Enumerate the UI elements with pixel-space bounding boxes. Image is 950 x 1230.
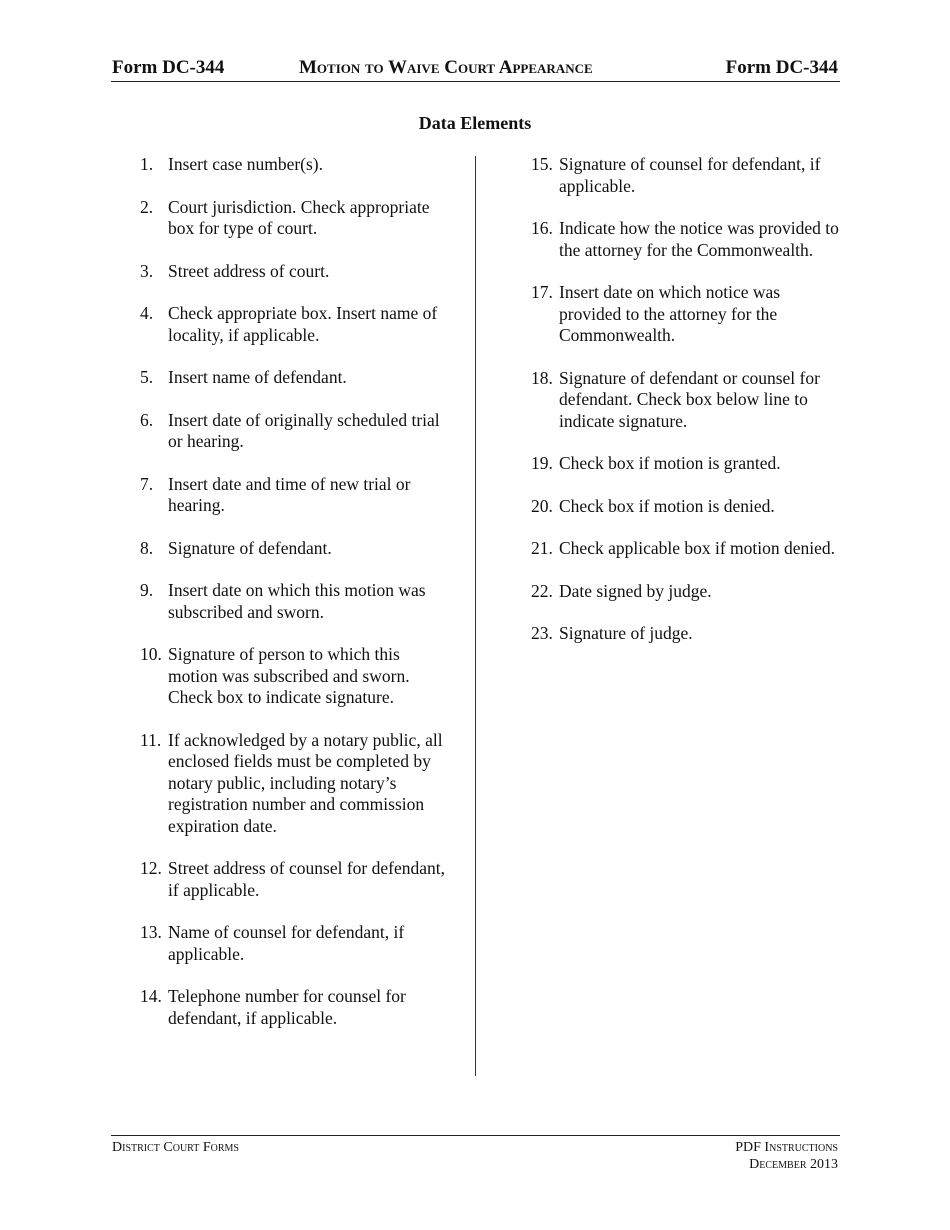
section-heading: Data Elements [418, 113, 532, 133]
item-number: 3. [140, 260, 154, 281]
item-text: Signature of defendant or counsel for defendant. Check box below line to indicate signature. [559, 367, 820, 431]
item-text: Check box if motion is denied. [559, 495, 775, 516]
item-number: 20. [531, 495, 553, 516]
item-text: Check box if motion is granted. [559, 453, 781, 473]
footer-left-label: District Court Forms [112, 1140, 239, 1155]
page-header [111, 57, 840, 82]
item-number: 11. [140, 729, 162, 750]
item-number: 18. [531, 367, 553, 388]
item-text: Telephone number for counsel for defendant, if applicable. [168, 986, 406, 1028]
list-item [531, 218, 841, 261]
list-item [140, 410, 445, 453]
list-item [531, 538, 841, 560]
item-text: Check appropriate box. Insert name of locality, if applicable. [168, 303, 438, 345]
footer-right-label: PDF Instructions [735, 1140, 838, 1155]
item-text: Signature of judge. [559, 623, 693, 643]
list-item [531, 496, 841, 518]
list-item [140, 730, 445, 838]
form-number-right: Form DC-344 [725, 57, 838, 78]
item-text: Street address of counsel for defendant, if applicable. [168, 858, 445, 900]
item-number: 15. [531, 154, 553, 174]
list-item [531, 453, 841, 475]
item-number: 10. [140, 644, 162, 664]
list-item [140, 922, 445, 965]
footer-right-block [735, 1139, 838, 1173]
item-number: 23. [531, 623, 553, 643]
item-text: Insert date and time of new trial or hearing. [168, 473, 411, 515]
item-text: Signature of counsel for defendant, if applicable. [559, 154, 821, 196]
item-number: 7. [140, 473, 154, 494]
list-item [531, 368, 841, 433]
item-number: 14. [140, 986, 162, 1006]
list-item [140, 303, 445, 346]
item-text: Insert date on which this motion was subscribed and sworn. [168, 580, 426, 622]
column-divider [475, 156, 476, 1076]
item-number: 21. [531, 538, 553, 558]
item-text: Check applicable box if motion denied. [559, 538, 836, 558]
list-item [140, 154, 445, 176]
data-elements-right-column [531, 154, 841, 666]
item-number: 19. [531, 453, 553, 473]
item-number: 1. [140, 154, 154, 174]
list-item [140, 538, 445, 560]
item-text: Court jurisdiction. Check appropriate box for type of court. [168, 196, 430, 238]
data-elements-left-column [140, 154, 445, 1050]
item-text: Street address of court. [168, 260, 330, 281]
item-text: Signature of defendant. [168, 537, 332, 558]
item-text: Signature of person to which this motion was subscribed and sworn. Check box to indicate signature. [168, 644, 410, 707]
item-number: 12. [140, 858, 162, 878]
item-text: Name of counsel for defendant, if applicable. [168, 922, 405, 964]
item-text: Insert case number(s). [168, 154, 324, 174]
item-number: 4. [140, 303, 154, 323]
list-item [140, 474, 445, 517]
form-number-left: Form DC-344 [112, 57, 225, 78]
list-item [140, 986, 445, 1029]
list-item [140, 261, 445, 283]
item-text: If acknowledged by a notary public, all enclosed fields must be completed by notary public, including notary’s registration number and commission expiration date. [168, 729, 443, 836]
item-text: Insert name of defendant. [168, 367, 347, 387]
list-item [140, 644, 445, 709]
item-number: 16. [531, 218, 553, 238]
list-item [531, 282, 841, 347]
item-text: Insert date of originally scheduled trial or hearing. [168, 409, 440, 451]
list-item [531, 623, 841, 645]
footer-date: December 2013 [749, 1157, 838, 1172]
item-number: 17. [531, 282, 553, 302]
item-number: 5. [140, 367, 154, 387]
item-text: Indicate how the notice was provided to the attorney for the Commonwealth. [559, 218, 839, 260]
page-footer [111, 1135, 840, 1172]
list-item [140, 197, 445, 240]
item-number: 22. [531, 580, 553, 601]
item-number: 8. [140, 537, 154, 558]
item-text: Insert date on which notice was provided to the attorney for the Commonwealth. [559, 282, 781, 345]
list-item [140, 858, 445, 901]
form-title: Motion to Waive Court Appearance [299, 57, 593, 78]
item-number: 2. [140, 196, 154, 217]
list-item [531, 581, 841, 603]
list-item [140, 580, 445, 623]
item-number: 9. [140, 580, 154, 600]
list-item [531, 154, 841, 197]
list-item [140, 367, 445, 389]
item-text: Date signed by judge. [559, 580, 712, 601]
item-number: 13. [140, 922, 162, 942]
item-number: 6. [140, 409, 154, 430]
